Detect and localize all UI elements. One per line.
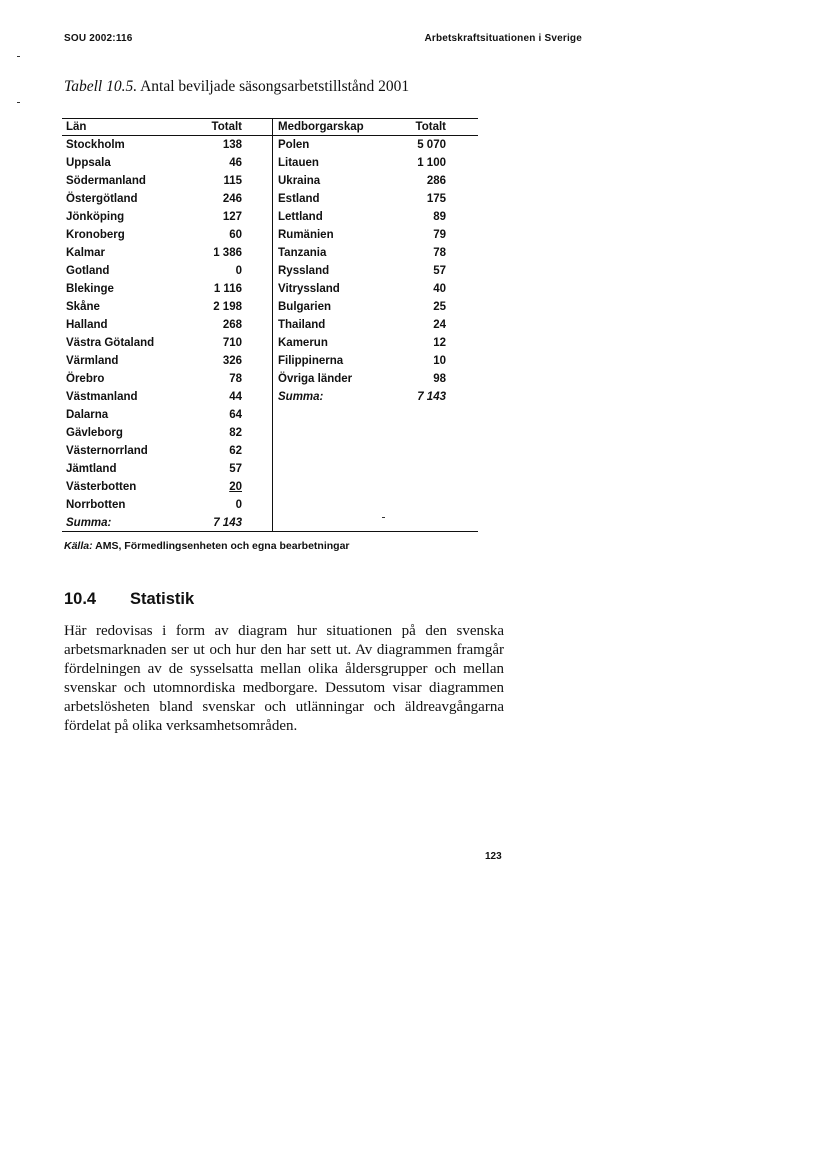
lan-row-value: 1 116 [213,283,242,295]
medborgarskap-row-value: 98 [433,373,446,385]
lan-sum-label: Summa: [66,517,112,529]
lan-row-value: 2 198 [213,301,242,313]
medborgarskap-row-name: Vitryssland [278,283,340,295]
medborgarskap-row-value: 175 [426,193,446,205]
lan-row-value: 64 [229,409,242,421]
lan-row-value: 127 [222,211,242,223]
lan-row-value: 62 [229,445,242,457]
running-header-left: SOU 2002:116 [64,33,133,44]
medborgarskap-header: Medborgarskap [278,121,364,133]
medborgarskap-row-value: 78 [433,247,446,259]
lan-row-name: Västra Götaland [66,337,155,349]
lan-row-name: Norrbotten [66,499,126,511]
medborgarskap-row-name: Kamerun [278,337,328,349]
lan-row-value: 1 386 [213,247,242,259]
lan-row-name: Södermanland [66,175,146,187]
lan-row-value: 138 [222,139,242,151]
lan-row-value: 246 [222,193,242,205]
running-header-right: Arbetskraftsituationen i Sverige [424,33,582,44]
medborgarskap-row-name: Filippinerna [278,355,344,367]
medborgarskap-row-value: 89 [433,211,446,223]
lan-total-header: Totalt [211,121,242,133]
medborgarskap-row-value: 10 [433,355,446,367]
lan-row-value: 20 [229,481,242,493]
scan-speck [17,56,20,57]
lan-row-name: Kronoberg [66,229,125,241]
medborgarskap-row-value: 79 [433,229,446,241]
medborgarskap-row-name: Rumänien [278,229,334,241]
lan-row-value: 115 [223,175,242,187]
lan-row-name: Gävleborg [66,427,123,439]
lan-row-name: Östergötland [66,193,138,205]
lan-total-column [182,119,242,532]
medborgarskap-value-list [392,136,446,388]
scan-speck [382,517,385,518]
lan-row-name: Jönköping [66,211,125,223]
scan-speck [17,102,20,103]
section-number: 10.4 [64,590,97,608]
lan-row-value: 82 [229,427,242,439]
medborgarskap-row-value: 40 [433,283,446,295]
lan-row-name: Stockholm [66,139,125,151]
medborgarskap-row-value: 12 [433,337,446,349]
source-label: Källa: [64,540,93,552]
lan-row-value: 44 [229,391,242,403]
medborgarskap-row-name: Polen [278,139,310,151]
section-paragraph: Här redovisas i form av diagram hur situationen på den svenska arbetsmarknaden ser ut och hur den har sett ut. Av diagrammen framgår fördelningen av de sysselsatta mellan olika åldersgrupper och mellan svenskar och utomnordiska medborgare. Dessutom visar diagrammen arbetslösheten bland svenskar och utlänningar och äldreavgångarna fördelat på olika verksamhetsområden. [64,623,504,734]
medborgarskap-row-name: Ukraina [278,175,321,187]
lan-row-value: 268 [222,319,242,331]
lan-row-name: Uppsala [66,157,111,169]
medborgarskap-row-value: 24 [433,319,446,331]
lan-row-value: 60 [229,229,242,241]
medborgarskap-row-name: Litauen [278,157,319,169]
lan-row-name: Blekinge [66,283,114,295]
lan-row-name: Kalmar [66,247,105,259]
medborgarskap-total-column [392,119,446,406]
medborgarskap-row-name: Tanzania [278,247,327,259]
lan-row-value: 78 [229,373,242,385]
medborgarskap-sum-label: Summa: [278,391,324,403]
section-title: Statistik [130,590,195,608]
medborgarskap-sum-value: 7 143 [417,391,446,403]
medborgarskap-row-name: Ryssland [278,265,330,277]
lan-row-name: Västmanland [66,391,138,403]
table-caption [64,78,409,96]
source-text: AMS, Förmedlingsenheten och egna bearbetningar [95,540,350,552]
lan-row-name: Västernorrland [66,445,148,457]
lan-header: Län [66,121,87,133]
lan-row-value: 0 [235,265,242,277]
medborgarskap-row-name: Bulgarien [278,301,332,313]
medborgarskap-row-value: 286 [426,175,446,187]
lan-row-name: Halland [66,319,108,331]
lan-row-name: Värmland [66,355,119,367]
lan-value-list [182,136,242,514]
lan-row-value: 710 [222,337,242,349]
lan-row-name: Örebro [66,373,105,385]
medborgarskap-row-name: Lettland [278,211,323,223]
medborgarskap-total-header: Totalt [415,121,446,133]
medborgarskap-row-value: 25 [433,301,446,313]
lan-row-value: 326 [222,355,242,367]
permits-table [62,118,478,534]
lan-row-name: Västerbotten [66,481,137,493]
medborgarskap-row-name: Estland [278,193,320,205]
lan-row-value: 46 [229,157,242,169]
table-source [64,540,350,552]
page-number: 123 [485,851,502,862]
medborgarskap-row-value: 5 070 [417,139,446,151]
lan-sum-value: 7 143 [213,517,242,529]
medborgarskap-row-value: 57 [433,265,446,277]
medborgarskap-row-value: 1 100 [417,157,446,169]
lan-row-name: Dalarna [66,409,109,421]
lan-row-name: Skåne [66,301,100,313]
table-caption-label: Tabell 10.5. [64,78,138,95]
lan-row-value: 0 [235,499,242,511]
lan-row-value: 57 [229,463,242,475]
medborgarskap-row-name: Övriga länder [278,373,353,385]
medborgarskap-row-name: Thailand [278,319,326,331]
section-heading [64,590,194,609]
lan-row-name: Jämtland [66,463,117,475]
table-divider [272,118,273,532]
lan-row-name: Gotland [66,265,110,277]
table-caption-text: Antal beviljade säsongsarbetstillstånd 2001 [140,78,410,95]
